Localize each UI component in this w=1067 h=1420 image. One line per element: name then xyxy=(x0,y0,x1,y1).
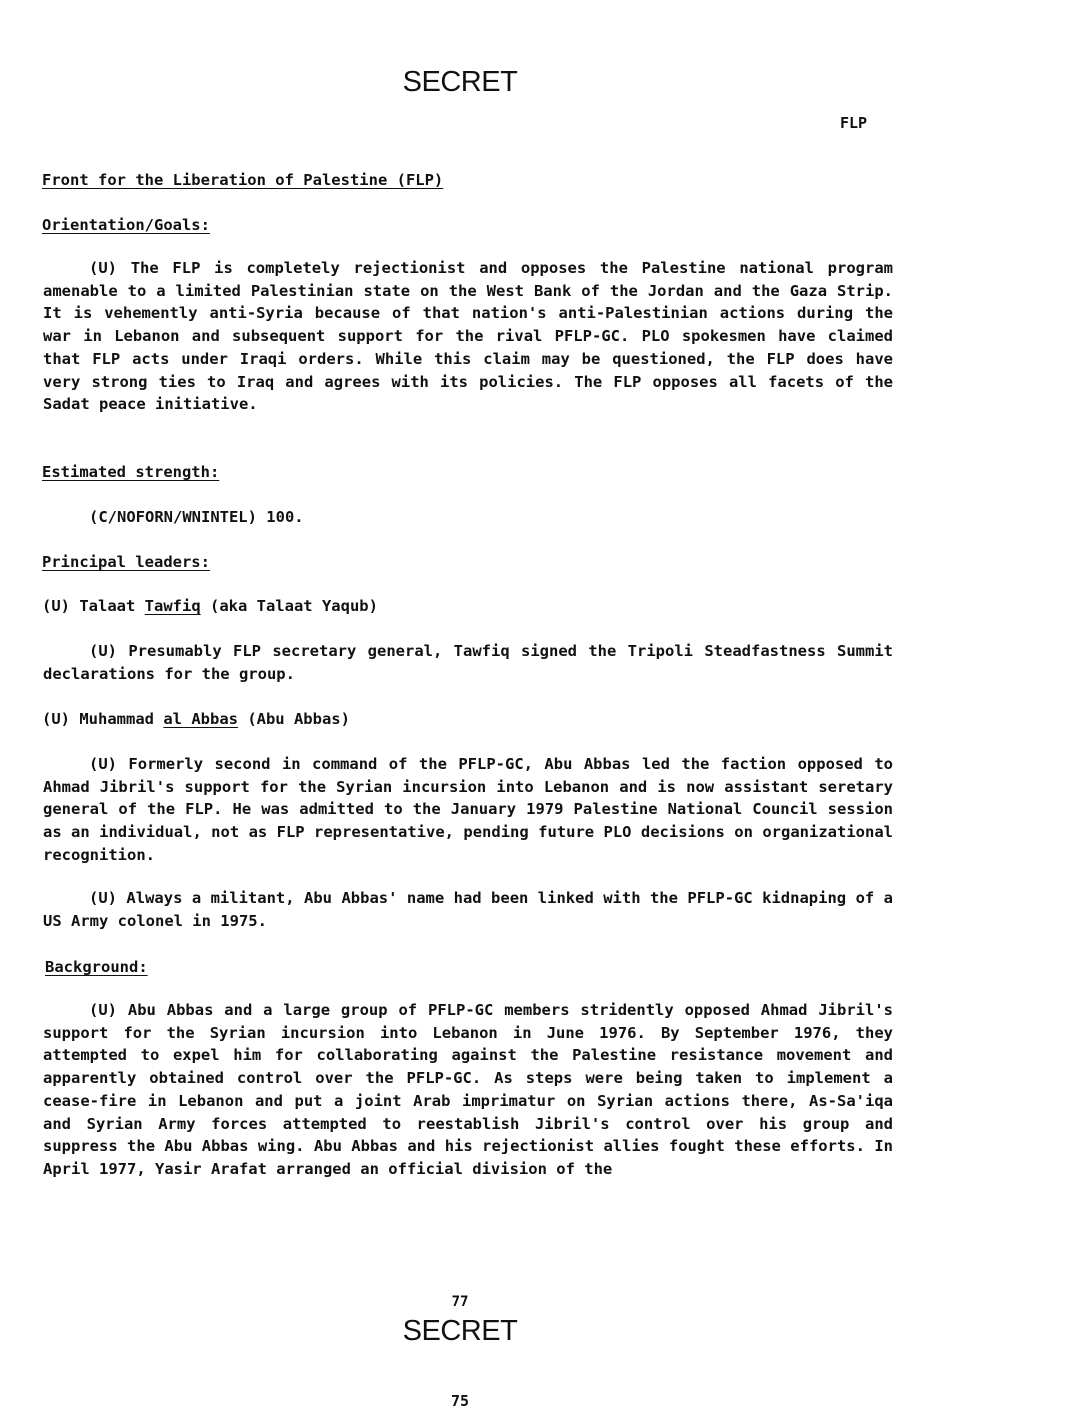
strength-heading: Estimated strength: xyxy=(42,463,220,481)
orientation-heading: Orientation/Goals: xyxy=(42,216,210,234)
page-number: 75 xyxy=(450,1392,470,1410)
leader-1-paragraph xyxy=(43,640,893,685)
leader-2-paragraph-1 xyxy=(43,753,893,867)
leader-1-surname: Tawfiq xyxy=(144,597,201,615)
leader-2-surname: al Abbas xyxy=(163,710,238,728)
leader-1-suffix: (aka Talaat Yaqub) xyxy=(200,597,378,615)
leader-2-prefix: (U) Muhammad xyxy=(42,710,164,728)
background-text: (U) Abu Abbas and a large group of PFLP-GC members stridently opposed Ahmad Jibril's support for the Syrian incursion into Lebanon in June 1976. By September 1976, they attempted to expel him for collaborating against the Palestine resistance movement and apparently obtained control over the PFLP-GC. As steps were being taken to implement a cease-fire in Lebanon and put a joint Arab imprimatur on Syrian actions there, As-Sa'iqa and Syrian Army forces attempted to reestablish Jibril's control over his group and suppress the Abu Abbas wing. Abu Abbas and his rejectionist allies fought these efforts. In April 1977, Yasir Arafat arranged an official division of the xyxy=(43,1001,893,1178)
leader-2-name xyxy=(42,708,350,731)
orientation-text: (U) The FLP is completely rejectionist and opposes the Palestine national program amenable to a limited Palestinian state on the West Bank of the Jordan and the Gaza Strip. It is vehemently anti-Syria because of that nation's anti-Palestinian actions during the war in Lebanon and subsequent support for the rival PFLP-GC. PLO spokesmen have claimed that FLP acts under Iraqi orders. While this claim may be questioned, the FLP does have very strong ties to Iraq and agrees with its policies. The FLP opposes all facets of the Sadat peace initiative. xyxy=(43,259,893,414)
page-code: FLP xyxy=(840,114,868,132)
leaders-heading: Principal leaders: xyxy=(42,553,210,571)
original-page-number: 77 xyxy=(451,1294,469,1310)
classification-header: SECRET xyxy=(402,66,518,98)
leader-2-text-1: (U) Formerly second in command of the PFLP-GC, Abu Abbas led the faction opposed to Ahmad Jibril's support for the Syrian incursion into Lebanon and is now assistant seretary general of the FLP. He was admitted to the January 1979 Palestine National Council session as an individual, not as FLP representative, pending future PLO decisions on organizational recognition. xyxy=(43,755,893,864)
leader-1-name xyxy=(42,595,378,618)
document-title: Front for the Liberation of Palestine (FLP) xyxy=(42,171,444,189)
orientation-paragraph xyxy=(43,257,893,416)
leader-2-text-2: (U) Always a militant, Abu Abbas' name had been linked with the PFLP-GC kidnaping of a US Army colonel in 1975. xyxy=(43,889,893,930)
strength-value: (C/NOFORN/WNINTEL) 100. xyxy=(89,508,304,526)
leader-1-text: (U) Presumably FLP secretary general, Tawfiq signed the Tripoli Steadfastness Summit declarations for the group. xyxy=(43,642,893,683)
leader-2-suffix: (Abu Abbas) xyxy=(237,710,350,728)
classification-footer: SECRET xyxy=(402,1315,518,1347)
leader-1-prefix: (U) Talaat xyxy=(42,597,145,615)
leader-2-paragraph-2 xyxy=(43,887,893,932)
background-paragraph xyxy=(43,999,893,1181)
background-heading: Background: xyxy=(45,958,148,976)
